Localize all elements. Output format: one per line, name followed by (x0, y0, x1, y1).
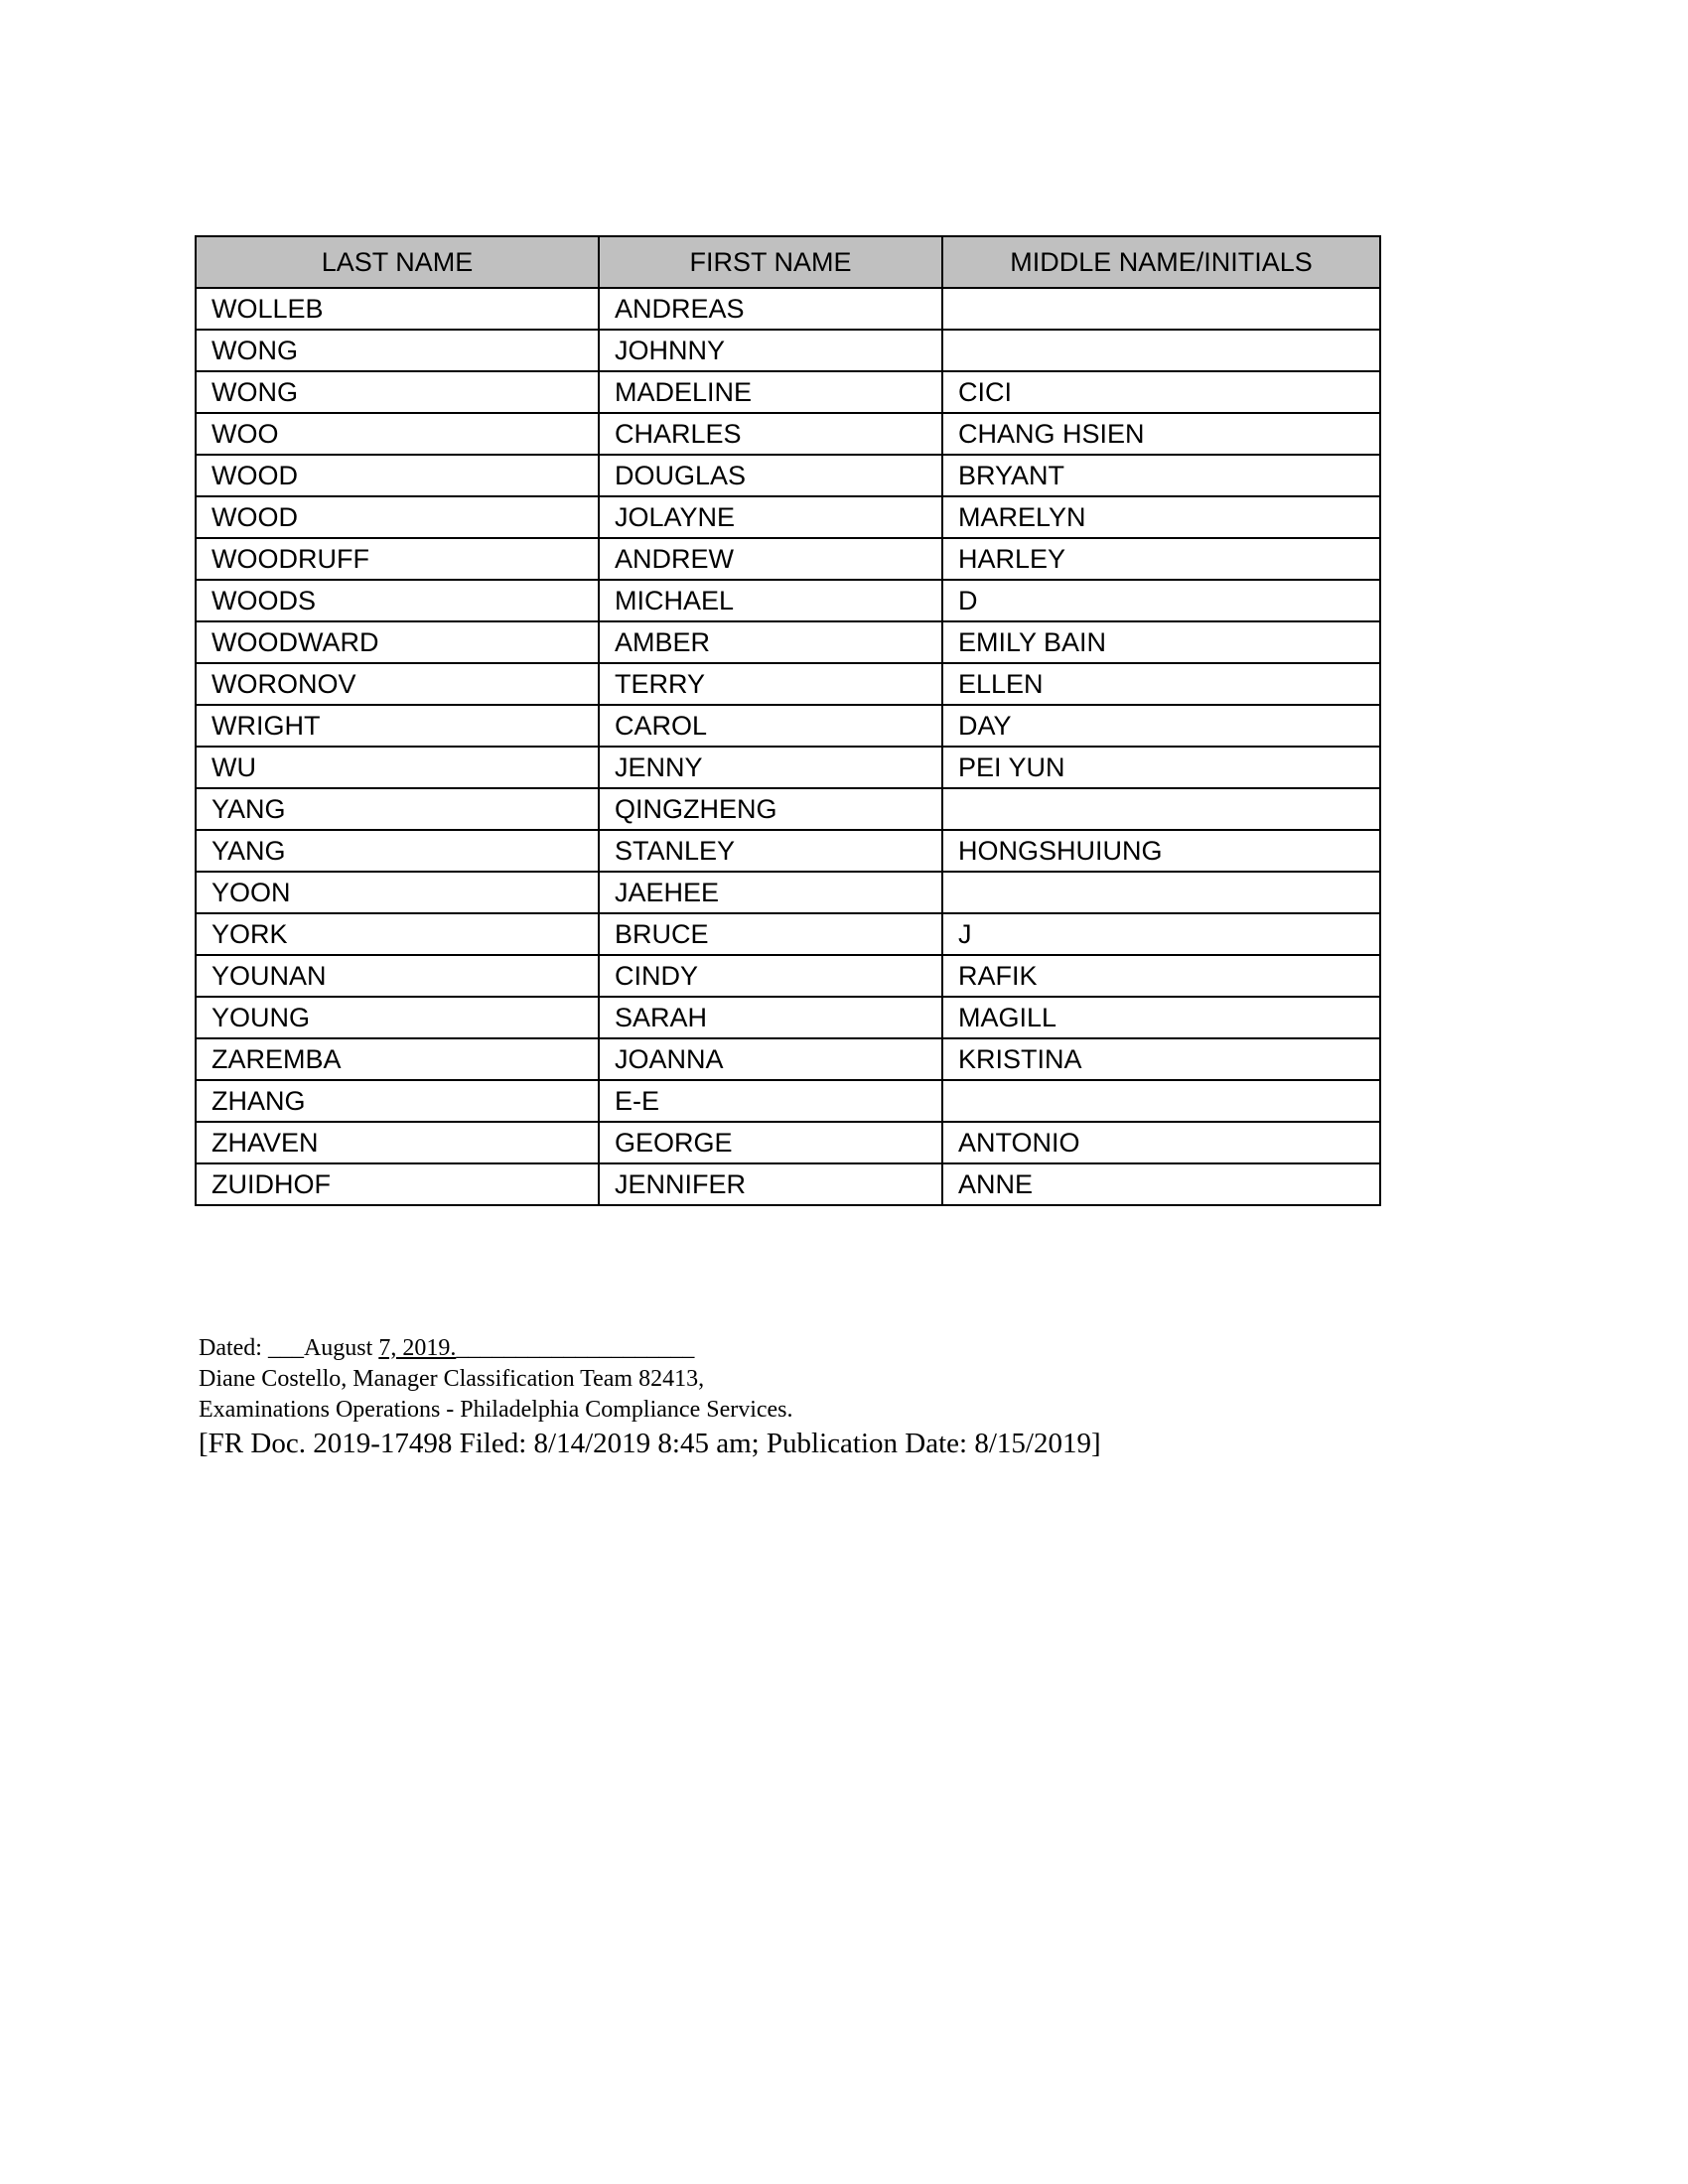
first-name-cell: DOUGLAS (599, 455, 942, 496)
last-name-cell: ZHANG (196, 1080, 599, 1122)
first-name-cell: QINGZHENG (599, 788, 942, 830)
table-row (196, 413, 1380, 455)
last-name-cell: WONG (196, 330, 599, 371)
document-footer (199, 1333, 1101, 1461)
middle-name-cell: CICI (942, 371, 1380, 413)
last-name-cell: YOUNAN (196, 955, 599, 997)
last-name-cell: WOLLEB (196, 288, 599, 330)
middle-name-cell: RAFIK (942, 955, 1380, 997)
table-row (196, 1122, 1380, 1163)
header-middle-name: MIDDLE NAME/INITIALS (942, 236, 1380, 288)
last-name-cell: YORK (196, 913, 599, 955)
first-name-cell: JENNY (599, 747, 942, 788)
middle-name-cell: ELLEN (942, 663, 1380, 705)
names-table (195, 235, 1381, 1206)
table-row (196, 955, 1380, 997)
table-header-row (196, 236, 1380, 288)
last-name-cell: WONG (196, 371, 599, 413)
last-name-cell: WOODRUFF (196, 538, 599, 580)
first-name-cell: MICHAEL (599, 580, 942, 621)
header-last-name: LAST NAME (196, 236, 599, 288)
first-name-cell: BRUCE (599, 913, 942, 955)
first-name-cell: CINDY (599, 955, 942, 997)
last-name-cell: WOODWARD (196, 621, 599, 663)
last-name-cell: ZUIDHOF (196, 1163, 599, 1205)
middle-name-cell (942, 788, 1380, 830)
header-first-name: FIRST NAME (599, 236, 942, 288)
first-name-cell: JOLAYNE (599, 496, 942, 538)
table-row (196, 705, 1380, 747)
middle-name-cell: D (942, 580, 1380, 621)
table-row (196, 330, 1380, 371)
table-row (196, 997, 1380, 1038)
middle-name-cell: MARELYN (942, 496, 1380, 538)
middle-name-cell: EMILY BAIN (942, 621, 1380, 663)
dated-suffix: ____________________ (456, 1335, 695, 1361)
last-name-cell: WOOD (196, 496, 599, 538)
table-row (196, 872, 1380, 913)
middle-name-cell (942, 330, 1380, 371)
middle-name-cell: J (942, 913, 1380, 955)
last-name-cell: WORONOV (196, 663, 599, 705)
table-row (196, 663, 1380, 705)
dated-date: 7, 2019. (378, 1335, 457, 1361)
table-row (196, 288, 1380, 330)
last-name-cell: ZAREMBA (196, 1038, 599, 1080)
dated-prefix: Dated: ___August (199, 1335, 379, 1361)
middle-name-cell: ANTONIO (942, 1122, 1380, 1163)
last-name-cell: WOODS (196, 580, 599, 621)
table-row (196, 496, 1380, 538)
table-row (196, 747, 1380, 788)
middle-name-cell: PEI YUN (942, 747, 1380, 788)
table-row (196, 538, 1380, 580)
last-name-cell: YANG (196, 830, 599, 872)
last-name-cell: YOUNG (196, 997, 599, 1038)
fr-doc-line: [FR Doc. 2019-17498 Filed: 8/14/2019 8:45 am; Publication Date: 8/15/2019] (199, 1428, 1101, 1459)
middle-name-cell: BRYANT (942, 455, 1380, 496)
table-row (196, 788, 1380, 830)
middle-name-cell: HARLEY (942, 538, 1380, 580)
first-name-cell: GEORGE (599, 1122, 942, 1163)
table-row (196, 1038, 1380, 1080)
last-name-cell: WOOD (196, 455, 599, 496)
last-name-cell: YOON (196, 872, 599, 913)
table-row (196, 913, 1380, 955)
last-name-cell: ZHAVEN (196, 1122, 599, 1163)
table-row (196, 830, 1380, 872)
middle-name-cell (942, 872, 1380, 913)
first-name-cell: CAROL (599, 705, 942, 747)
last-name-cell: YANG (196, 788, 599, 830)
table-row (196, 621, 1380, 663)
last-name-cell: WOO (196, 413, 599, 455)
table-row (196, 580, 1380, 621)
table-row (196, 1080, 1380, 1122)
first-name-cell: AMBER (599, 621, 942, 663)
middle-name-cell: DAY (942, 705, 1380, 747)
first-name-cell: JAEHEE (599, 872, 942, 913)
middle-name-cell: CHANG HSIEN (942, 413, 1380, 455)
middle-name-cell (942, 1080, 1380, 1122)
last-name-cell: WRIGHT (196, 705, 599, 747)
middle-name-cell (942, 288, 1380, 330)
table-row (196, 371, 1380, 413)
first-name-cell: JENNIFER (599, 1163, 942, 1205)
middle-name-cell: MAGILL (942, 997, 1380, 1038)
office-line: Examinations Operations - Philadelphia Compliance Services. (199, 1397, 793, 1423)
first-name-cell: SARAH (599, 997, 942, 1038)
dated-line (199, 1333, 1101, 1364)
last-name-cell: WU (196, 747, 599, 788)
first-name-cell: JOANNA (599, 1038, 942, 1080)
table-row (196, 455, 1380, 496)
first-name-cell: TERRY (599, 663, 942, 705)
middle-name-cell: KRISTINA (942, 1038, 1380, 1080)
names-table-body (196, 288, 1380, 1205)
first-name-cell: E-E (599, 1080, 942, 1122)
middle-name-cell: HONGSHUIUNG (942, 830, 1380, 872)
first-name-cell: CHARLES (599, 413, 942, 455)
first-name-cell: ANDREAS (599, 288, 942, 330)
middle-name-cell: ANNE (942, 1163, 1380, 1205)
first-name-cell: MADELINE (599, 371, 942, 413)
signer-line: Diane Costello, Manager Classification Team 82413, (199, 1366, 705, 1392)
first-name-cell: ANDREW (599, 538, 942, 580)
first-name-cell: JOHNNY (599, 330, 942, 371)
first-name-cell: STANLEY (599, 830, 942, 872)
table-row (196, 1163, 1380, 1205)
